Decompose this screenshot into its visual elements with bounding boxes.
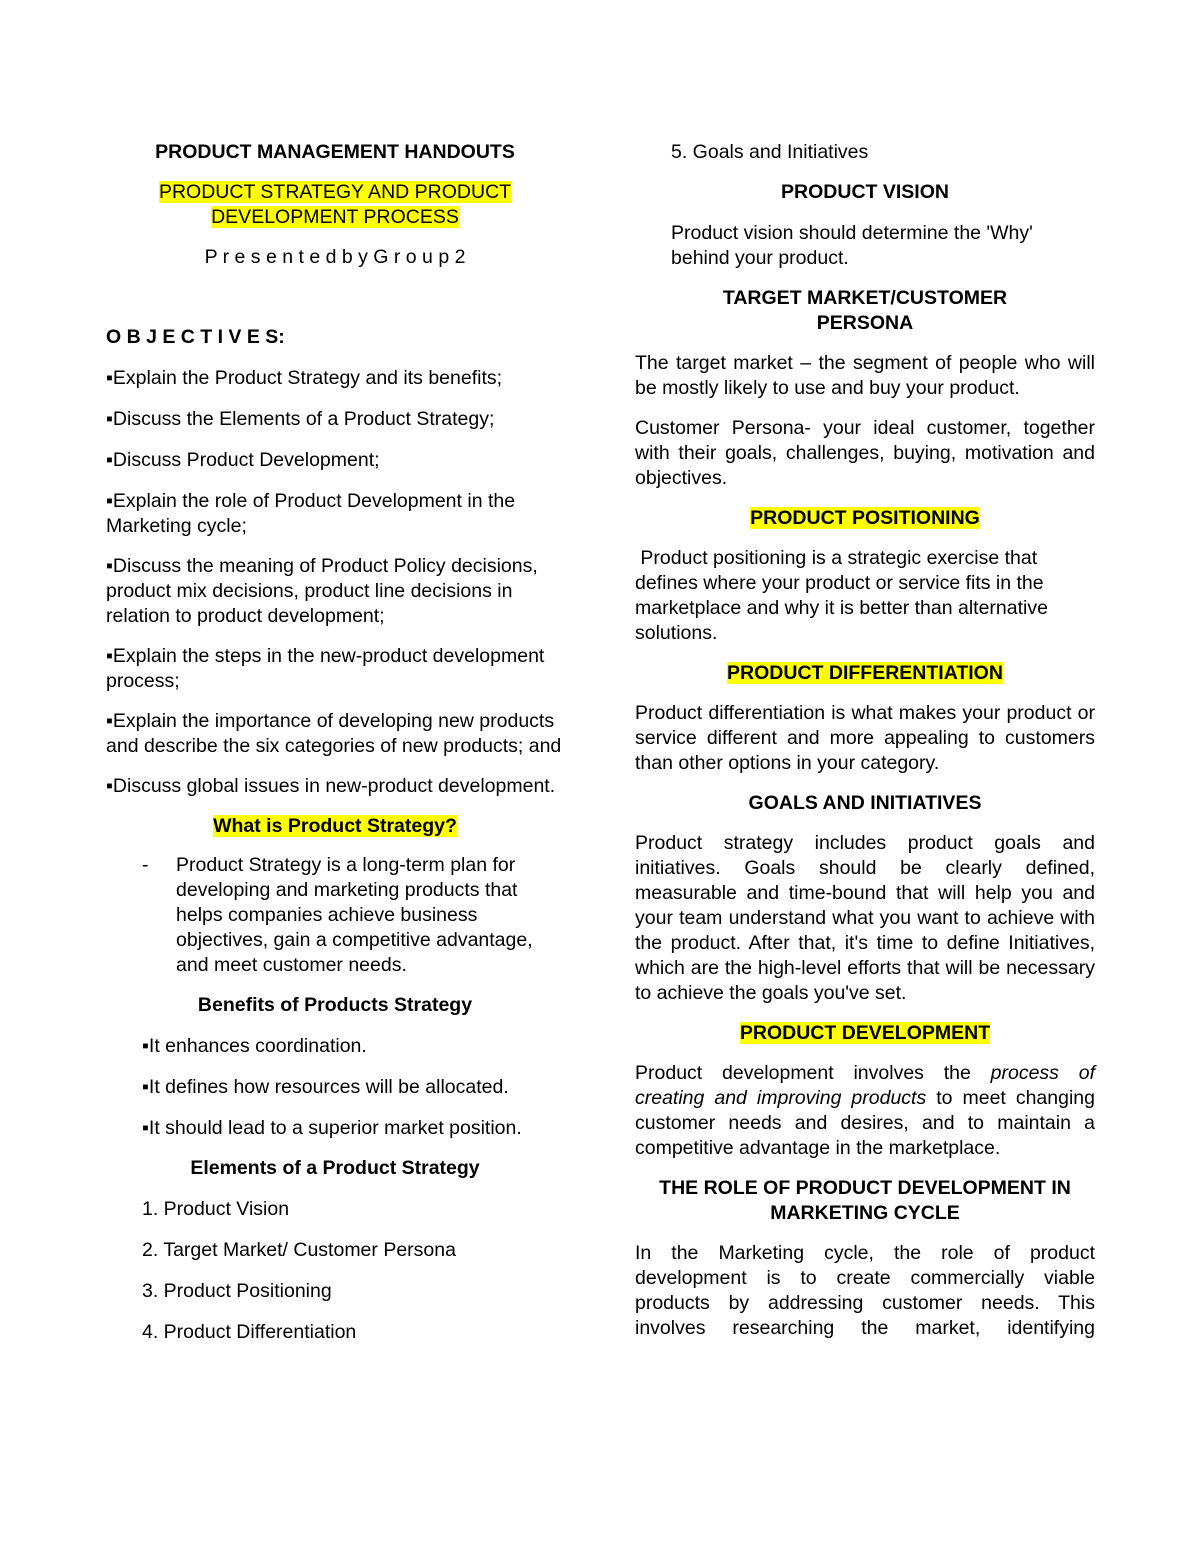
positioning-heading-text: PRODUCT POSITIONING	[750, 507, 980, 529]
role-heading-line-1: THE ROLE OF PRODUCT DEVELOPMENT IN	[659, 1177, 1071, 1199]
element-item: 4. Product Differentiation	[142, 1321, 357, 1343]
document-title: PRODUCT MANAGEMENT HANDOUTS	[155, 141, 515, 163]
goals-heading: GOALS AND INITIATIVES	[748, 792, 982, 814]
objective-item: ▪Discuss the meaning of Product Policy decisions, product mix decisions, product line decisions in relation to product development;	[106, 555, 538, 627]
differentiation-heading-text: PRODUCT DIFFERENTIATION	[727, 662, 1003, 684]
benefit-item: ▪It should lead to a superior market position.	[142, 1117, 522, 1139]
element-item: 3. Product Positioning	[142, 1280, 332, 1302]
objective-item: ▪Discuss global issues in new-product development.	[106, 775, 556, 797]
subtitle	[106, 180, 564, 230]
presented-by: P r e s e n t e d b y G r o u p 2	[204, 246, 466, 268]
differentiation-text: Product differentiation is what makes your product or service different and more appealing to customers than other options in your category.	[635, 702, 1095, 774]
target-heading-line-2: PERSONA	[816, 312, 914, 334]
persona-text: Customer Persona- your ideal customer, together with their goals, challenges, buying, motivation and objectives.	[635, 417, 1095, 489]
what-is-definition	[106, 853, 564, 978]
development-text-end: to meet changing customer needs and desires, and to maintain a competitive advantage in the marketplace.	[635, 1087, 1095, 1159]
elements-heading: Elements of a Product Strategy	[190, 1157, 480, 1179]
objective-item: ▪Discuss the Elements of a Product Strategy;	[106, 408, 495, 430]
objective-item: ▪Discuss Product Development;	[106, 449, 380, 471]
differentiation-heading	[635, 661, 1095, 686]
target-heading	[635, 286, 1095, 336]
vision-heading: PRODUCT VISION	[781, 181, 949, 203]
benefit-item: ▪It enhances coordination.	[142, 1035, 367, 1057]
vision-text: Product vision should determine the 'Why' behind your product.	[671, 222, 1033, 269]
development-text-italic: process of creating and improving products	[635, 1062, 1095, 1109]
target-heading-line-1: TARGET MARKET/CUSTOMER	[722, 287, 1008, 309]
benefits-heading: Benefits of Products Strategy	[197, 994, 473, 1016]
element-item: 2. Target Market/ Customer Persona	[142, 1239, 456, 1261]
right-column	[635, 140, 1095, 1341]
objective-item: ▪Explain the importance of developing new products and describe the six categories of new products; and	[106, 710, 562, 757]
positioning-text: Product positioning is a strategic exercise that defines where your product or service fits in the marketplace and why it is better than alternative solutions.	[635, 547, 1054, 644]
dash-bullet: -	[142, 854, 149, 876]
objective-item: ▪Explain the steps in the new-product development process;	[106, 645, 545, 692]
subtitle-line-1: PRODUCT STRATEGY AND PRODUCT	[158, 181, 512, 203]
element-item: 5. Goals and Initiatives	[671, 141, 869, 163]
development-text-start: Product development involves the	[635, 1062, 991, 1084]
positioning-heading	[635, 506, 1095, 531]
development-heading	[635, 1021, 1095, 1046]
role-text: In the Marketing cycle, the role of product development is to create commercially viable products by addressing customer needs. This involves researching the market, identifying	[635, 1242, 1095, 1339]
benefit-item: ▪It defines how resources will be allocated.	[142, 1076, 509, 1098]
development-text	[635, 1061, 1095, 1161]
goals-text: Product strategy includes product goals and initiatives. Goals should be clearly defined, measurable and time-bound that will help you and your team understand what you want to achieve with the product. After that, it's time to define Initiatives, which are the high-level efforts that will be necessary to achieve the goals you've set.	[635, 832, 1095, 1004]
what-is-heading	[106, 814, 564, 839]
objective-item: ▪Explain the role of Product Development in the Marketing cycle;	[106, 490, 516, 537]
subtitle-line-2: DEVELOPMENT PROCESS	[211, 206, 459, 228]
element-item: 1. Product Vision	[142, 1198, 290, 1220]
role-heading-line-2: MARKETING CYCLE	[770, 1202, 960, 1224]
what-is-text: Product Strategy is a long-term plan for developing and marketing products that helps companies achieve business objectives, gain a competitive advantage, and meet customer needs.	[176, 854, 533, 976]
role-heading	[635, 1176, 1095, 1226]
what-is-heading-text: What is Product Strategy?	[213, 815, 457, 837]
objective-item: ▪Explain the Product Strategy and its benefits;	[106, 367, 503, 389]
objectives-heading: O B J E C T I V E S:	[106, 326, 285, 348]
left-column	[106, 140, 564, 1345]
development-heading-text: PRODUCT DEVELOPMENT	[739, 1022, 991, 1044]
target-text: The target market – the segment of people who will be mostly likely to use and buy your product.	[635, 352, 1095, 399]
